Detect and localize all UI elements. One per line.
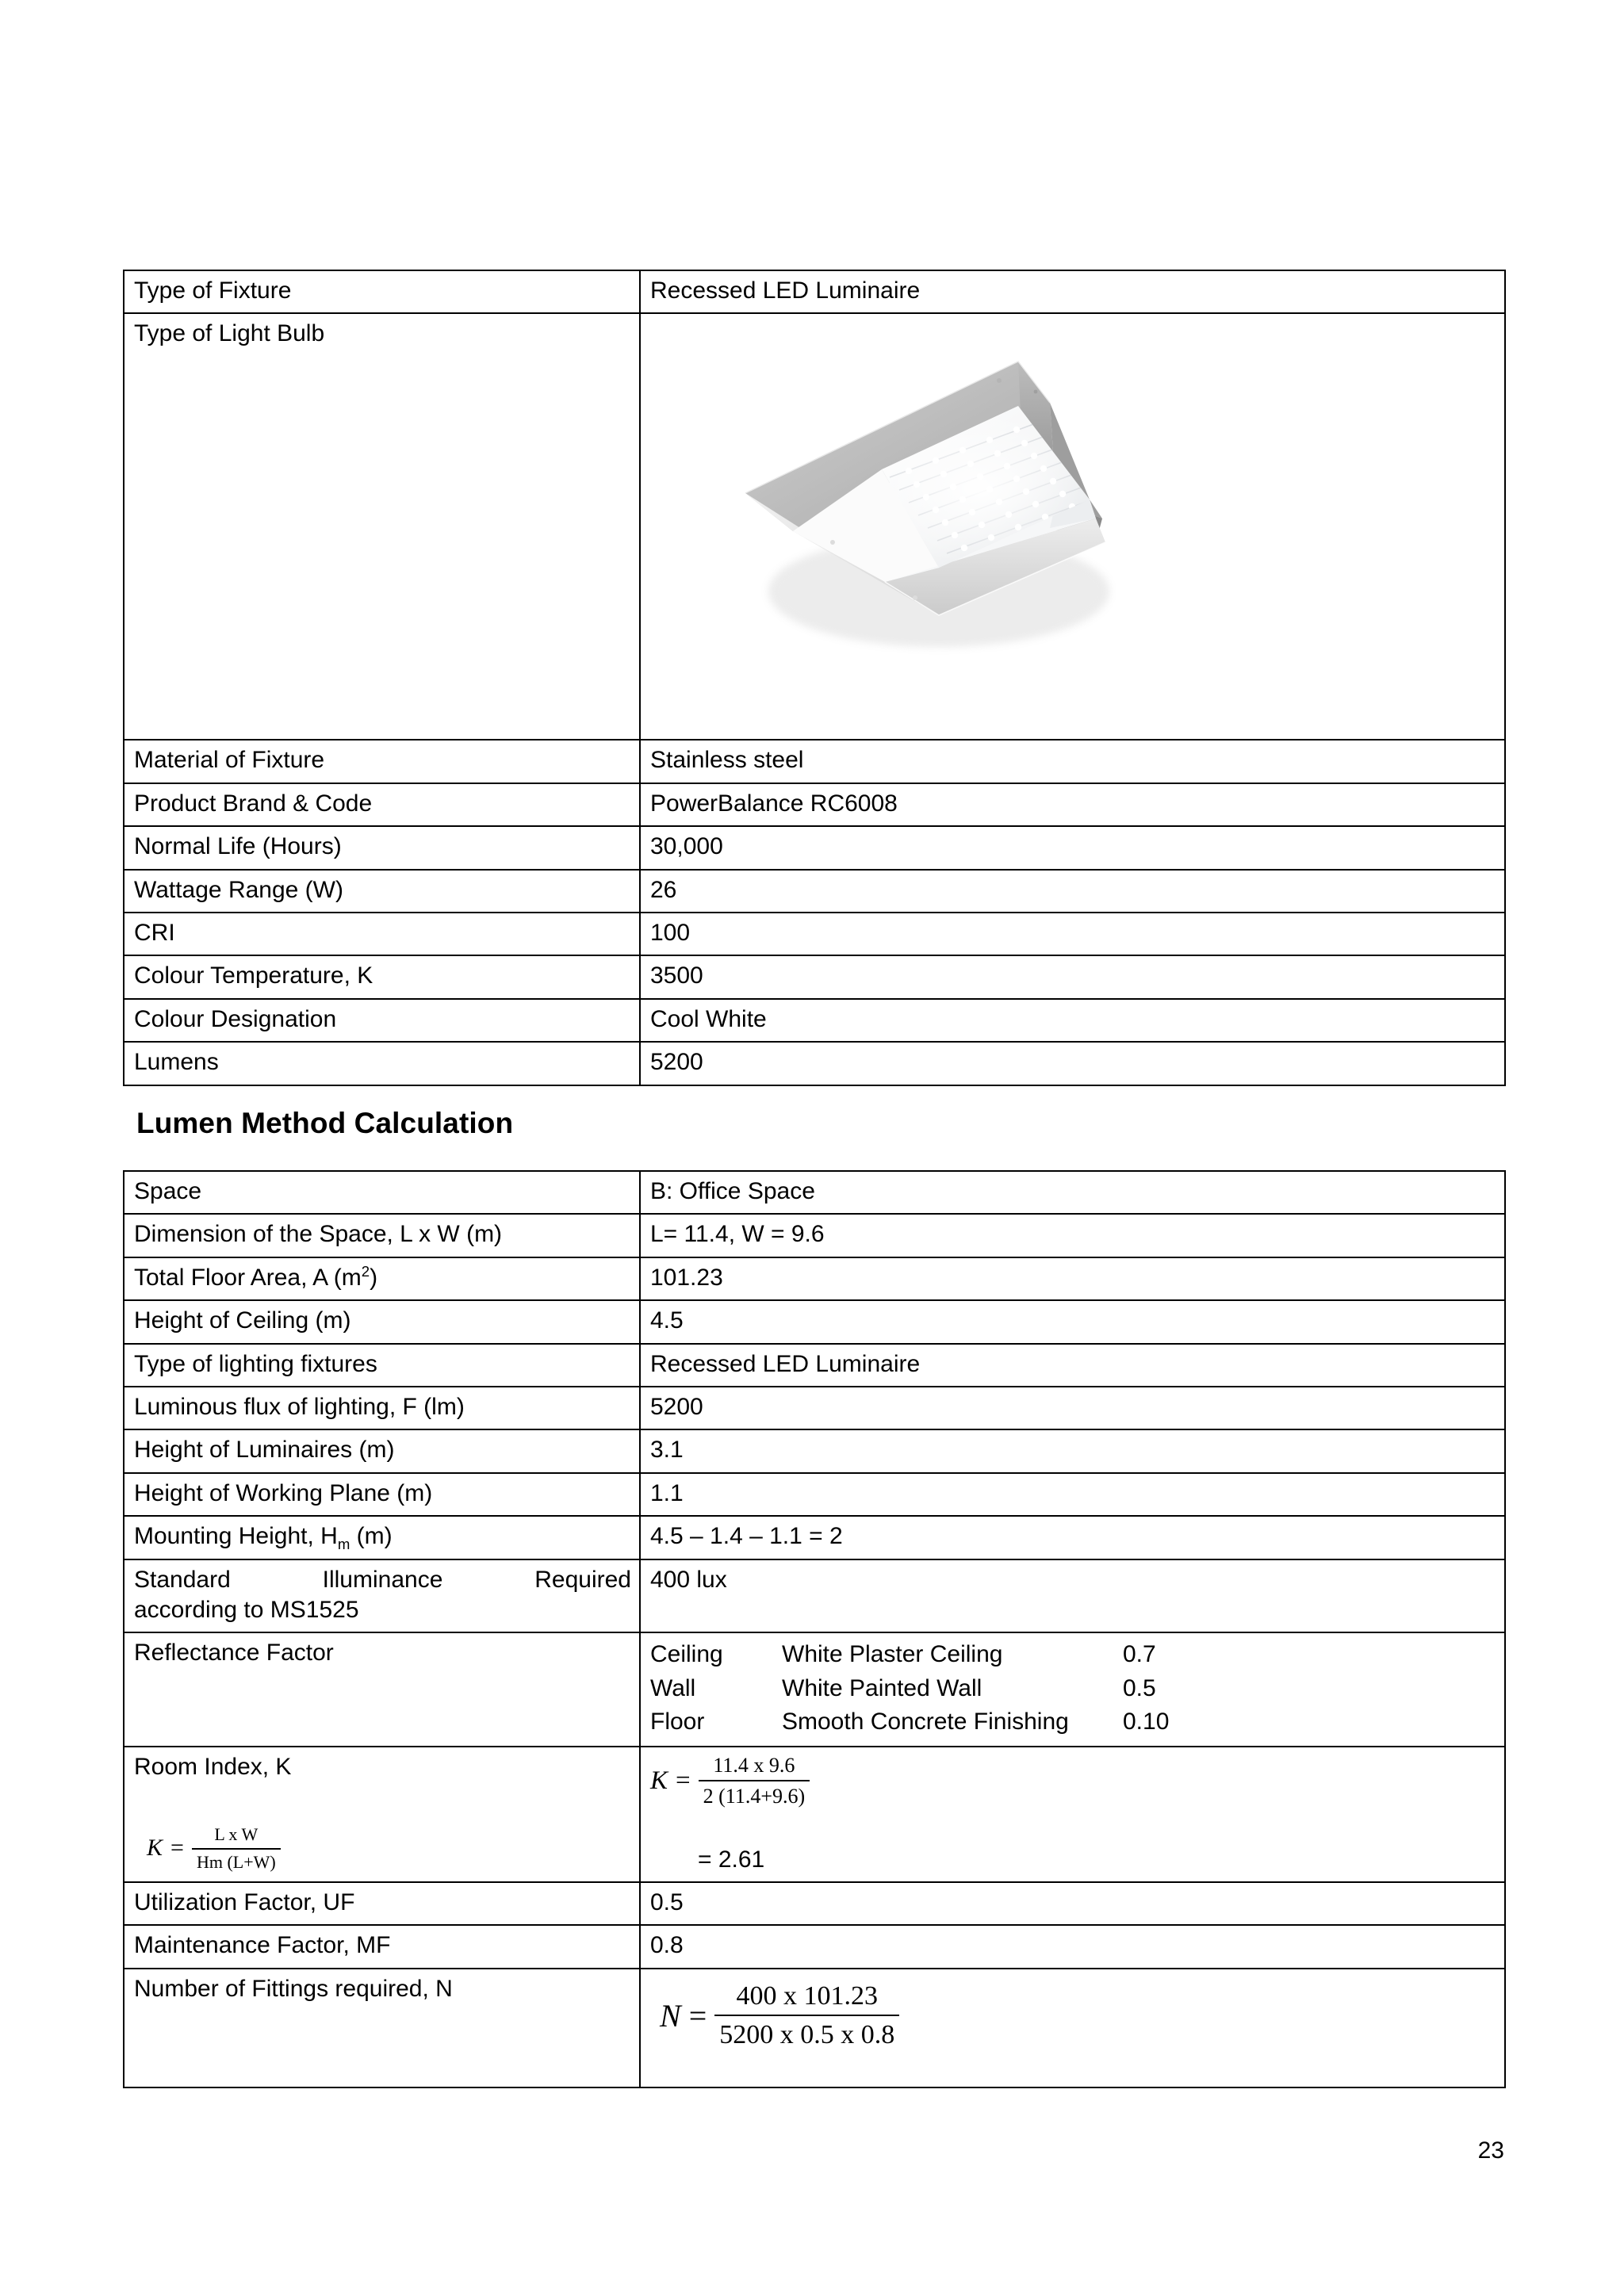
row-label-floor-area [124, 1257, 640, 1300]
room-index-general-formula [147, 1823, 281, 1873]
row-label: Height of Working Plane (m) [124, 1473, 640, 1516]
table-row [124, 1171, 1505, 1214]
row-label: CRI [124, 913, 640, 955]
row-label: Wattage Range (W) [124, 870, 640, 913]
row-label-standard-illuminance [124, 1559, 640, 1633]
fraction-numerator: 11.4 x 9.6 [713, 1754, 795, 1777]
row-label-text-tail: ) [370, 1264, 378, 1291]
row-label: Type of Fixture [124, 270, 640, 313]
row-label-text: Standard Illuminance Required [134, 1566, 631, 1593]
row-value: 400 lux [640, 1559, 1505, 1633]
lumen-method-calculation-table [123, 1170, 1506, 2088]
table-row [124, 1559, 1505, 1633]
reflectance-item [650, 1705, 1496, 1739]
table-row [124, 1473, 1505, 1516]
room-index-value-cell [640, 1747, 1505, 1882]
row-value: Recessed LED Luminaire [640, 1344, 1505, 1387]
row-label: Material of Fixture [124, 740, 640, 783]
row-label: Type of Light Bulb [124, 313, 640, 740]
reflectance-item [650, 1638, 1496, 1672]
fittings-value-cell [640, 1969, 1505, 2087]
row-label: Maintenance Factor, MF [124, 1925, 640, 1968]
row-label: Dimension of the Space, L x W (m) [124, 1214, 640, 1257]
reflectance-description: White Painted Wall [782, 1674, 982, 1701]
table-row [124, 1300, 1505, 1343]
fraction-denominator: 2 (11.4+9.6) [699, 1780, 810, 1809]
row-value: 100 [640, 913, 1505, 955]
row-value: 4.5 – 1.4 – 1.1 = 2 [640, 1516, 1505, 1559]
row-value: 5200 [640, 1042, 1505, 1085]
formula-symbol: N [660, 1997, 681, 2034]
luminaire-image-wrap [650, 319, 1496, 733]
table-row-reflectance [124, 1632, 1505, 1747]
fraction [192, 1823, 281, 1873]
row-value: Recessed LED Luminaire [640, 270, 1505, 313]
formula-symbol: K [147, 1835, 163, 1862]
fraction [699, 1752, 810, 1810]
row-label: Room Index, K [134, 1754, 292, 1781]
fraction-denominator: 5200 x 0.5 x 0.8 [714, 2015, 899, 2053]
reflectance-item [650, 1672, 1496, 1706]
reflectance-value: 0.5 [1123, 1674, 1156, 1701]
table-row [124, 1516, 1505, 1559]
table-row [124, 270, 1505, 313]
table-row [124, 313, 1505, 740]
row-label: Colour Designation [124, 999, 640, 1042]
table-row [124, 999, 1505, 1042]
row-value: 0.8 [640, 1925, 1505, 1968]
table-row [124, 870, 1505, 913]
row-label: Luminous flux of lighting, F (lm) [124, 1387, 640, 1429]
row-label: Number of Fittings required, N [124, 1969, 640, 2087]
table-row-fittings [124, 1969, 1505, 2087]
row-value: 4.5 [640, 1300, 1505, 1343]
reflectance-value: 0.7 [1123, 1641, 1156, 1668]
reflectance-description: White Plaster Ceiling [782, 1641, 1003, 1668]
row-label-text-tail: according to MS1525 [134, 1596, 359, 1623]
room-index-label-cell [124, 1747, 640, 1882]
row-label: Colour Temperature, K [124, 955, 640, 998]
table-row [124, 1429, 1505, 1472]
row-value: 30,000 [640, 826, 1505, 869]
reflectance-surface: Wall [650, 1674, 696, 1701]
row-label: Lumens [124, 1042, 640, 1085]
table-row [124, 955, 1505, 998]
row-value: B: Office Space [640, 1171, 1505, 1214]
row-value: L= 11.4, W = 9.6 [640, 1214, 1505, 1257]
formula-symbol: K [650, 1766, 668, 1796]
table-row [124, 1214, 1505, 1257]
row-value: Stainless steel [640, 740, 1505, 783]
table-row [124, 783, 1505, 826]
row-label-text: Mounting Height, H [134, 1523, 338, 1550]
fraction [714, 1979, 899, 2053]
fraction-numerator: L x W [214, 1824, 259, 1845]
row-label: Space [124, 1171, 640, 1214]
reflectance-surface: Floor [650, 1709, 705, 1735]
table-row [124, 1257, 1505, 1300]
row-value: 0.5 [640, 1882, 1505, 1925]
row-label: Height of Ceiling (m) [124, 1300, 640, 1343]
table-row-room-index [124, 1747, 1505, 1882]
row-value: 26 [640, 870, 1505, 913]
table-row [124, 740, 1505, 783]
row-label-mounting-height [124, 1516, 640, 1559]
row-label: Reflectance Factor [124, 1632, 640, 1747]
row-label: Product Brand & Code [124, 783, 640, 826]
reflectance-value: 0.10 [1123, 1709, 1170, 1735]
fraction-denominator: Hm (L+W) [192, 1848, 281, 1873]
row-value: Cool White [640, 999, 1505, 1042]
table-row [124, 1042, 1505, 1085]
reflectance-description: Smooth Concrete Finishing [782, 1709, 1069, 1735]
row-label-text: Total Floor Area, A (m [134, 1264, 362, 1291]
row-label: Type of lighting fixtures [124, 1344, 640, 1387]
table-row [124, 1925, 1505, 1968]
page-title: Lumen Method Calculation [136, 1107, 514, 1139]
fraction-numerator: 400 x 101.23 [736, 1980, 878, 2011]
row-value: 5200 [640, 1387, 1505, 1429]
table-row [124, 826, 1505, 869]
row-value: PowerBalance RC6008 [640, 783, 1505, 826]
reflectance-surface: Ceiling [650, 1641, 723, 1668]
square-unit-superscript: 2 [361, 1262, 370, 1280]
table-row [124, 913, 1505, 955]
equals-sign: = [676, 1766, 691, 1796]
room-index-result: = 2.61 [698, 1846, 765, 1873]
row-label: Height of Luminaires (m) [124, 1429, 640, 1472]
fittings-formula [660, 1979, 899, 2053]
table-row [124, 1387, 1505, 1429]
recessed-led-luminaire-icon [677, 330, 1169, 663]
fixture-specification-table [123, 270, 1506, 1086]
equals-sign: = [688, 1997, 707, 2034]
row-label: Utilization Factor, UF [124, 1882, 640, 1925]
reflectance-value-block [640, 1632, 1505, 1747]
equals-sign: = [170, 1835, 184, 1862]
room-index-worked-formula [650, 1752, 810, 1810]
table-row [124, 1344, 1505, 1387]
row-label-text-tail: (m) [350, 1523, 393, 1550]
row-value: 3.1 [640, 1429, 1505, 1472]
row-value-image [640, 313, 1505, 740]
row-value: 1.1 [640, 1473, 1505, 1516]
m-subscript: m [337, 1536, 350, 1553]
row-label: Normal Life (Hours) [124, 826, 640, 869]
row-value: 3500 [640, 955, 1505, 998]
row-value: 101.23 [640, 1257, 1505, 1300]
page-number: 23 [1477, 2137, 1504, 2164]
table-row [124, 1882, 1505, 1925]
